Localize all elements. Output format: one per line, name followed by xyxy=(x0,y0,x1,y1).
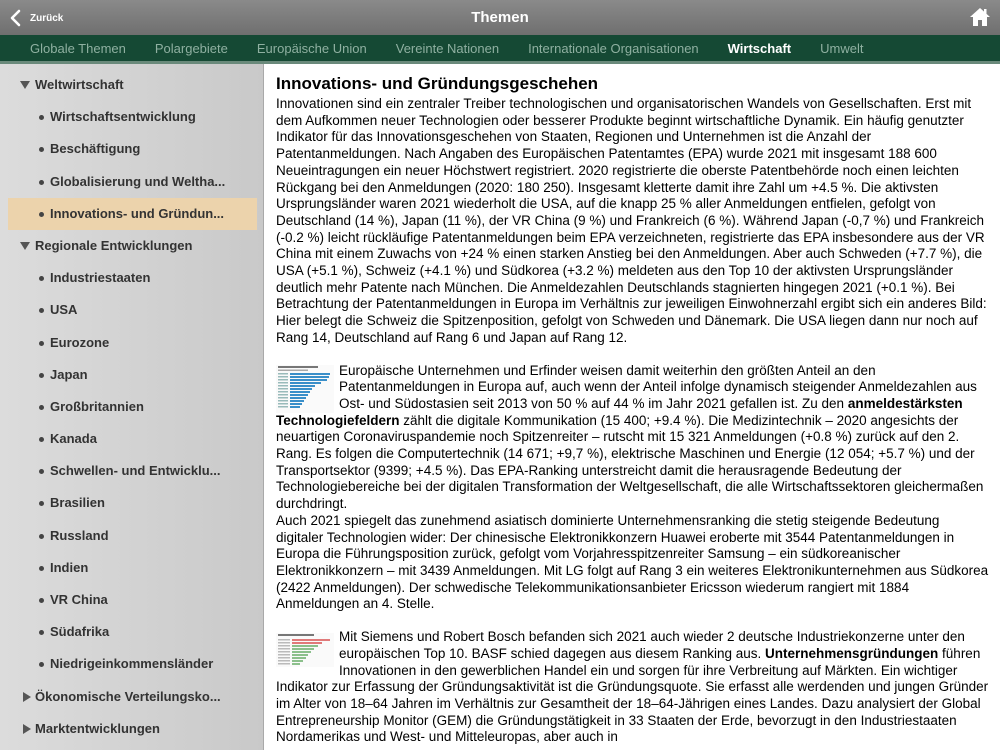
topic-sidebar xyxy=(0,64,264,750)
sidebar-group-regionale-entwicklungen[interactable] xyxy=(0,230,263,262)
bullet-icon xyxy=(39,212,44,217)
sidebar-item-industriestaaten[interactable] xyxy=(0,262,263,294)
sidebar-item-label: Japan xyxy=(50,366,88,382)
sidebar-item-label: USA xyxy=(50,302,78,318)
bullet-icon xyxy=(39,341,44,346)
chart-thumbnail-gruendungsquote[interactable] xyxy=(276,633,334,667)
article-paragraph: Innovationen sind ein zentraler Treiber technologischen und organisatorischen Wandels von Gesellschaften. Erst mit dem Aufkommen neuer Technologien oder besserer Produkte beginnt wirtschaftliche Dynamik. Ein häufig genutzter Indikator für das Innovationsgeschehen von Staaten, Regionen und Unternehmen ist die Anzahl der Patentanmeldungen. Nach Angaben des Europäischen Patentamtes (EPA) wurde 2021 mit insgesamt 188 600 Neueintragungen ein neuer Höchstwert registriert. 2020 registrierte die oberste Patentbehörde noch einen leichten Rückgang bei den Anmeldungen (2020: 180 250). Insgesamt kletterte damit ihre Zahl um +4.5 %. Die aktivsten Ursprungsländer waren 2021 wiederholt die USA, auf die knapp 25 % aller Anmeldungen entfielen, gefolgt von Deutschland (14 %), Japan (11 %), der VR China (9 %) und Frankreich (6 %). Während Japan (-0,7 %) und Frankreich (-0.2 %) leicht rückläufige Patentanmeldungen beim EPA verzeichneten, registrierte das EPA insbesondere aus der VR China mit einem Zuwachs von +24 % einen starken Anstieg bei den Anmeldungen. Aber auch Schweden (+7.7 %), die USA (+5.1 %), Schweiz (+4.1 %) und Südkorea (+3.2 %) meldeten aus den Top 10 der aktivsten Ursprungsländer deutlich mehr Patente nach München. Die Anmeldezahlen Deutschlands stagnierten hingegen 2021 (+0.1 %). Bei Betrachtung der Patentanmeldungen in Europa im Verhältnis zur jeweiligen Einwohnerzahl ergibt sich ein anderes Bild: Hier belegt die Schweiz die Spitzenposition, gefolgt von Schweden und Dänemark. Die USA liegen dann nur noch auf Rang 14, Deutschland auf Rang 6 und Japan auf Rang 12. xyxy=(276,96,987,345)
sidebar-item-suedafrika[interactable] xyxy=(0,616,263,648)
tab-vereinte-nationen[interactable]: Vereinte Nationen xyxy=(395,40,500,56)
bullet-icon xyxy=(39,373,44,378)
article-paragraph: Europäische Unternehmen und Erfinder weisen damit weiterhin den größten Anteil an den Patentanmeldungen in Europa auf, auch wenn der Anteil infolge dynamisch steigender Anmeldezahlen aus Ost- und Südostasien seit 2013 von 50 % auf 44 % im Jahr 2021 gefallen ist. Zu den anmeldestärksten Technologiefeldern zählt die digitale Kommunikation (15 400; +9.4 %). Die Medizintechnik – 2020 angesichts der neuartigen Coronaviruspandemie noch Spitzenreiter – rutscht mit 15 321 Anmeldungen (+0.8 %) zurück auf den 2. Rang. Es folgen die Computertechnik (14 671; +9,7 %), elektrische Maschinen und Energie (12 054; +5.7 %) und der Transportsektor (9399; +4.5 %). Das EPA-Ranking unterstreicht damit die herausragende Bedeutung der Technologiebereiche bei der digitalen Transformation der Weltgesellschaft, die alle Wirtschaftssektoren gleichermaßen durchdringt. xyxy=(276,362,984,512)
bullet-icon xyxy=(39,662,44,667)
sidebar-item-label: Niedrigeinkommensländer xyxy=(50,656,214,672)
bullet-icon xyxy=(39,630,44,635)
sidebar-item-innovations[interactable] xyxy=(8,198,257,230)
sidebar-item-brasilien[interactable] xyxy=(0,487,263,519)
tab-polargebiete[interactable]: Polargebiete xyxy=(154,40,228,56)
sidebar-item-beschaeftigung[interactable] xyxy=(0,133,263,165)
back-label: Zurück xyxy=(30,12,64,24)
home-icon[interactable] xyxy=(969,6,991,28)
sidebar-item-japan[interactable] xyxy=(0,359,263,391)
bullet-icon xyxy=(39,469,44,474)
sidebar-item-russland[interactable] xyxy=(0,520,263,552)
sidebar-item-label: Industriestaaten xyxy=(50,270,151,286)
bullet-icon xyxy=(39,566,44,571)
sidebar-item-label: Globalisierung und Weltha... xyxy=(50,173,226,189)
bullet-icon xyxy=(39,308,44,313)
sidebar-item-globalisierung[interactable] xyxy=(0,166,263,198)
sidebar-item-label: VR China xyxy=(50,592,108,607)
bullet-icon xyxy=(39,276,44,281)
sidebar-item-label: Schwellen- und Entwicklu... xyxy=(50,463,221,479)
bullet-icon xyxy=(39,147,44,152)
sidebar-group-marktentwicklungen[interactable] xyxy=(0,713,263,745)
sidebar-item-schwellenlaender[interactable] xyxy=(0,455,263,487)
page-title: Themen xyxy=(471,9,529,26)
bullet-icon xyxy=(39,180,44,185)
sidebar-item-wirtschaftsentwicklung[interactable] xyxy=(0,101,263,133)
bullet-icon xyxy=(39,598,44,603)
sidebar-item-niedrigeinkommenslaender[interactable] xyxy=(0,648,263,680)
sidebar-item-indien[interactable] xyxy=(0,552,263,584)
sidebar-item-label: Russland xyxy=(50,527,109,543)
chart-thumbnail-technologiefelder[interactable] xyxy=(276,365,334,413)
sidebar-item-label: Weltwirtschaft xyxy=(35,77,124,92)
sidebar-item-usa[interactable] xyxy=(0,294,263,326)
sidebar-item-label: Eurozone xyxy=(50,334,110,350)
article-paragraph: Auch 2021 spiegelt das zunehmend asiatisch dominierte Unternehmensranking die stetig steigende Bedeutung digitaler Technologien wider: Der chinesische Elektronikkonzern Huawei eroberte mit 3544 Patentanmeldungen in Europa die Führungsposition zurück, gefolgt vom Vorjahresspitzenreiter Samsung – ein südkoreanischer Elektronikkonzern – mit 3439 Anmeldungen. Mit LG folgt auf Rang 3 ein weiteres Elektronikunternehmen aus Südkorea (2422 Anmeldungen). Der schwedische Telekommunikationsanbieter Ericsson wiederum rangiert mit 1884 Anmeldungen an 4. Stelle. xyxy=(276,512,989,612)
bullet-icon xyxy=(39,437,44,442)
bold-term: anmeldestärksten Technologiefeldern xyxy=(276,395,963,428)
tab-globale-themen[interactable]: Globale Themen xyxy=(30,40,126,56)
tab-internationale-organisationen[interactable]: Internationale Organisationen xyxy=(528,40,699,56)
collapsed-triangle-icon xyxy=(23,692,31,702)
sidebar-item-label: Wirtschaftsentwicklung xyxy=(50,109,196,125)
sidebar-item-eurozone[interactable] xyxy=(0,327,263,359)
sidebar-item-label: Regionale Entwicklungen xyxy=(35,237,193,253)
bold-term: Unternehmensgründungen xyxy=(765,645,939,661)
sidebar-group-weltwirtschaft[interactable] xyxy=(0,69,263,101)
bullet-icon xyxy=(39,534,44,539)
article-title: Innovations- und Gründungsgeschehen xyxy=(276,74,599,93)
bullet-icon xyxy=(39,405,44,410)
tab-wirtschaft[interactable]: Wirtschaft xyxy=(727,40,792,56)
tab-europaeische-union[interactable]: Europäische Union xyxy=(256,40,367,56)
sidebar-item-label: Indien xyxy=(50,559,89,575)
expanded-triangle-icon xyxy=(20,81,30,89)
sidebar-item-label: Innovations- und Gründun... xyxy=(50,205,225,221)
sidebar-item-label: Kanada xyxy=(50,431,97,447)
sidebar-item-label: Südafrika xyxy=(50,624,110,640)
top-bar xyxy=(0,0,1000,35)
bullet-icon xyxy=(39,115,44,120)
sidebar-item-label: Beschäftigung xyxy=(50,141,141,157)
tab-umwelt[interactable]: Umwelt xyxy=(820,40,864,56)
sidebar-item-vr-china[interactable] xyxy=(0,584,263,616)
sidebar-item-label: Ökonomische Verteilungsko... xyxy=(35,688,221,704)
article-paragraph: Mit Siemens und Robert Bosch befanden sich 2021 auch wieder 2 deutsche Industriekonzerne unter den europäischen Top 10. BASF schied dagegen aus diesem Ranking aus. Unternehmensgründungen führen Innovationen in den gewerblichen Handel ein und sorgen für ihre Verbreitung auf Märkten. Ein wichtiger Indikator zur Erfassung der Gründungsaktivität ist die Gründungsquote. Sie erfasst alle werdenden und jungen Gründer im Alter von 18–64 Jahren im Verhältnis zur Gesamtheit der 18–64-Jährigen eines Landes. Dazu analysiert der Global Entrepreneurship Monitor (GEM) die Gründungstätigkeit in 33 Staaten der Erde, bevorzugt in den Industriestaaten Nordamerikas und West- und Mitteleuropas, aber auch in xyxy=(276,629,989,745)
sidebar-item-grossbritannien[interactable] xyxy=(0,391,263,423)
sidebar-item-label: Brasilien xyxy=(50,495,105,511)
expanded-triangle-icon xyxy=(20,242,30,250)
bullet-icon xyxy=(39,501,44,506)
category-tab-bar xyxy=(0,35,1000,64)
sidebar-item-kanada[interactable] xyxy=(0,423,263,455)
collapsed-triangle-icon xyxy=(23,724,31,734)
sidebar-item-label: Großbritannien xyxy=(50,398,144,414)
sidebar-item-label: Marktentwicklungen xyxy=(35,720,160,736)
article-content xyxy=(265,64,1000,750)
sidebar-group-oekonomische-verteilung[interactable] xyxy=(0,681,263,713)
